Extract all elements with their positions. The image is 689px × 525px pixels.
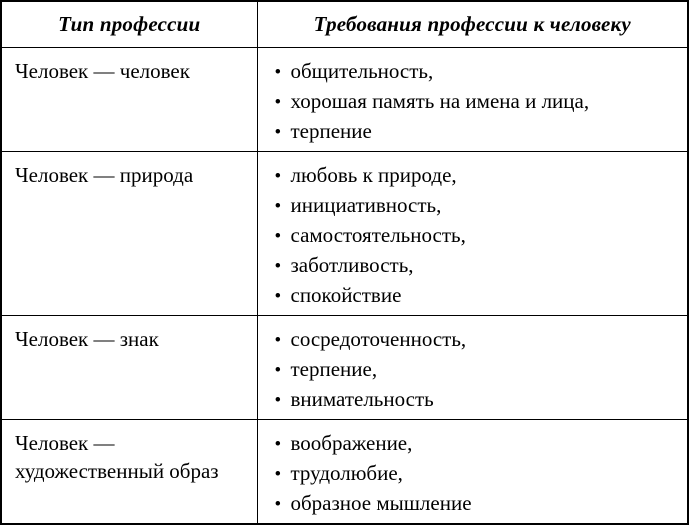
list-item	[275, 161, 680, 191]
list-item	[275, 251, 680, 281]
list-item	[275, 459, 680, 489]
bullet-icon: •	[274, 286, 282, 307]
requirements-cell	[257, 48, 688, 152]
list-item	[275, 221, 680, 251]
bullet-icon: •	[274, 62, 282, 83]
requirements-cell	[257, 420, 688, 525]
list-item	[275, 429, 680, 459]
requirement-text: образное мышление	[290, 491, 472, 515]
requirement-text: самостоятельность,	[290, 223, 466, 247]
requirement-text: инициативность,	[290, 193, 442, 217]
list-item	[275, 489, 680, 519]
list-item	[275, 57, 680, 87]
requirement-text: хорошая память на имена и лица,	[290, 89, 590, 113]
requirement-text: общительность,	[290, 59, 434, 83]
list-item	[275, 87, 680, 117]
column-header-profession-type: Тип профессии	[1, 1, 257, 48]
bullet-icon: •	[274, 226, 282, 247]
table-row	[1, 316, 688, 420]
requirement-text: спокойствие	[290, 283, 402, 307]
table-row	[1, 152, 688, 316]
bullet-icon: •	[274, 196, 282, 217]
requirement-text: трудолюбие,	[290, 461, 403, 485]
list-item	[275, 325, 680, 355]
column-header-requirements: Требования профессии к человеку	[257, 1, 688, 48]
bullet-icon: •	[274, 434, 282, 455]
list-item	[275, 191, 680, 221]
bullet-icon: •	[274, 390, 282, 411]
bullet-icon: •	[274, 256, 282, 277]
requirements-cell	[257, 316, 688, 420]
profession-type-cell: Человек — художественный образ	[1, 420, 257, 525]
requirements-cell	[257, 152, 688, 316]
profession-type-cell: Человек — знак	[1, 316, 257, 420]
bullet-icon: •	[274, 464, 282, 485]
table-row	[1, 420, 688, 525]
profession-type-cell: Человек — человек	[1, 48, 257, 152]
bullet-icon: •	[274, 494, 282, 515]
requirement-text: внимательность	[290, 387, 434, 411]
table-row	[1, 48, 688, 152]
bullet-icon: •	[274, 330, 282, 351]
requirement-text: сосредоточенность,	[290, 327, 467, 351]
bullet-icon: •	[274, 360, 282, 381]
bullet-icon: •	[274, 166, 282, 187]
requirement-text: любовь к природе,	[290, 163, 457, 187]
requirement-text: терпение	[290, 119, 372, 143]
bullet-icon: •	[274, 92, 282, 113]
list-item	[275, 385, 680, 415]
list-item	[275, 281, 680, 311]
list-item	[275, 117, 680, 147]
profession-type-cell: Человек — природа	[1, 152, 257, 316]
requirement-text: воображение,	[290, 431, 413, 455]
requirement-text: заботливость,	[290, 253, 414, 277]
requirement-text: терпение,	[290, 357, 378, 381]
table-header-row	[1, 1, 688, 48]
list-item	[275, 355, 680, 385]
bullet-icon: •	[274, 122, 282, 143]
